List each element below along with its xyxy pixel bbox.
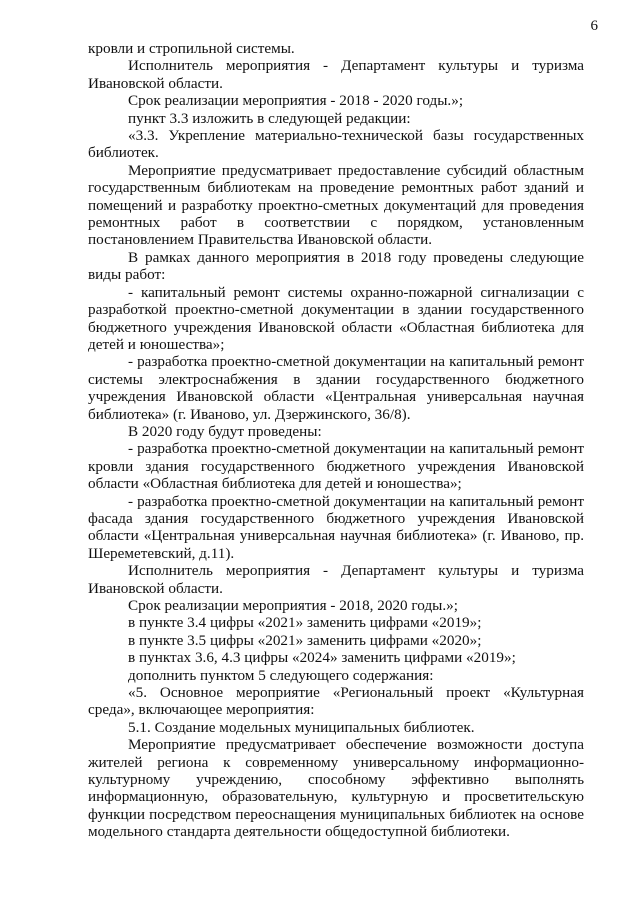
paragraph: пункт 3.3 изложить в следующей редакции: (128, 109, 411, 127)
paragraph: «3.3. Укрепление материально-технической базы государственных библиотек. (88, 127, 584, 162)
paragraph: в пунктах 3.6, 4.3 цифры «2024» заменить цифрами «2019»; (128, 649, 516, 667)
paragraph: кровли и стропильной системы. (88, 40, 295, 57)
paragraph: дополнить пунктом 5 следующего содержания: (128, 666, 434, 684)
paragraph: В 2020 году будут проведены: (128, 422, 322, 440)
page-number: 6 (590, 18, 598, 34)
paragraph: Срок реализации мероприятия - 2018, 2020 годы.»; (128, 597, 458, 614)
paragraph: в пункте 3.5 цифры «2021» заменить цифрами «2020»; (128, 631, 482, 649)
paragraph: Мероприятие предусматривает обеспечение возможности доступа жителей региона к современному универсальному информационно-культурному учреждению, способному эффективно выполнять информационную, образовательную, культурную и просветительскую функции посредством переоснащения муниципальных библиотек на основе модельного стандарта деятельности общедоступной библиотеки. (88, 736, 584, 841)
paragraph: - разработка проектно-сметной документации на капитальный ремонт кровли здания государственного бюджетного учреждения Ивановской области «Областная библиотека для детей и юношества»; (88, 440, 584, 493)
paragraph: Срок реализации мероприятия - 2018 - 2020 годы.»; (128, 92, 464, 110)
paragraph: Исполнитель мероприятия - Департамент культуры и туризма Ивановской области. (88, 562, 584, 597)
paragraph: Мероприятие предусматривает предоставление субсидий областным государственным библиотекам на проведение ремонтных работ зданий и помещений и разработку проектно-сметных документаций для проведения ремонтных работ в соответствии с порядком, установленным постановлением Правительства Ивановской области. (88, 161, 584, 249)
body-text (88, 40, 584, 841)
paragraph: - разработка проектно-сметной документации на капитальный ремонт фасада здания государственного бюджетного учреждения Ивановской области «Центральная универсальная научная библиотека» (г. Иваново, пр. Шереметевский, д.11). (88, 492, 584, 562)
paragraph: В рамках данного мероприятия в 2018 году проведены следующие виды работ: (88, 248, 584, 284)
paragraph: - разработка проектно-сметной документации на капитальный ремонт системы электроснабжения в здании государственного бюджетного учреждения Ивановской области «Центральная универсальная научная библиотека» (г. Иваново, ул. Дзержинского, 36/8). (88, 353, 584, 423)
paragraph: 5.1. Создание модельных муниципальных библиотек. (128, 718, 475, 736)
paragraph: - капитальный ремонт системы охранно-пожарной сигнализации с разработкой проектно-сметной документации в здании государственного бюджетного учреждения Ивановской области «Областная библиотека для детей и юношества»; (88, 283, 584, 353)
paragraph: «5. Основное мероприятие «Региональный проект «Культурная среда», включающее мероприятия: (88, 684, 584, 719)
paragraph: Исполнитель мероприятия - Департамент культуры и туризма Ивановской области. (88, 57, 584, 92)
paragraph: в пункте 3.4 цифры «2021» заменить цифрами «2019»; (128, 614, 482, 632)
